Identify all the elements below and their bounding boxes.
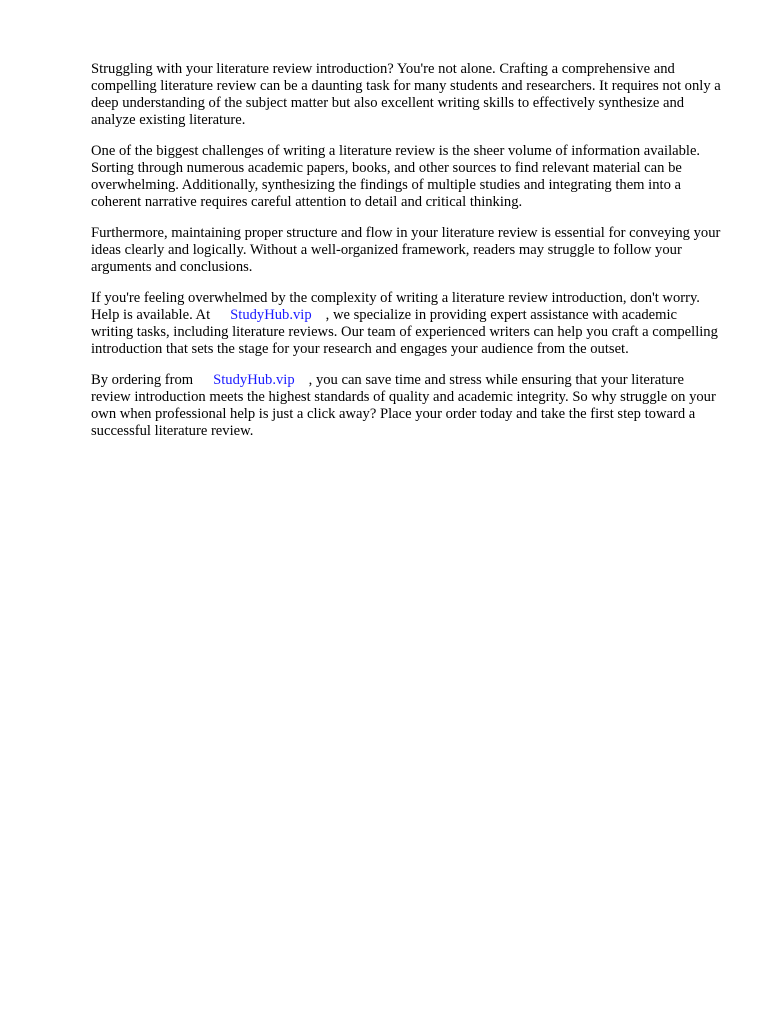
studyhub-link-order[interactable]: StudyHub.vip [213, 372, 295, 388]
paragraph-order-text-before: By ordering from [91, 372, 194, 388]
paragraph-help-text-before: If you're feeling overwhelmed by the complexity of writing a literature review introduction, don't worry. Help is available. At [91, 290, 700, 323]
paragraph-help-text-after: , we specialize in providing expert assistance with academic writing tasks, including literature reviews. Our team of experienced writers can help you craft a compelling introduction that sets the stage for your research and engages your audience from the outset. [91, 307, 718, 357]
paragraph-order-text-after: , you can save time and stress while ensuring that your literature review introduction meets the highest standards of quality and academic integrity. So why struggle on your own when professional help is just a click away? Place your order today and take the first step toward a successful literature review. [91, 372, 716, 439]
studyhub-link[interactable]: StudyHub.vip [230, 307, 312, 323]
paragraph-structure: Furthermore, maintaining proper structure and flow in your literature review is essential for conveying your ideas clearly and logically. Without a well-organized framework, readers may struggle to follow your arguments and conclusions. [91, 225, 721, 275]
paragraph-intro: Struggling with your literature review introduction? You're not alone. Crafting a comprehensive and compelling literature review can be a daunting task for many students and researchers. It requires not only a deep understanding of the subject matter but also excellent writing skills to effectively synthesize and analyze existing literature. [91, 61, 721, 128]
paragraph-challenges: One of the biggest challenges of writing a literature review is the sheer volume of information available. Sorting through numerous academic papers, books, and other sources to find relevant material can be overwhelming. Additionally, synthesizing the findings of multiple studies and integrating them into a coherent narrative requires careful attention to detail and critical thinking. [91, 143, 701, 210]
document-body [91, 61, 721, 454]
paragraph-help [91, 290, 721, 358]
paragraph-order [91, 372, 721, 440]
